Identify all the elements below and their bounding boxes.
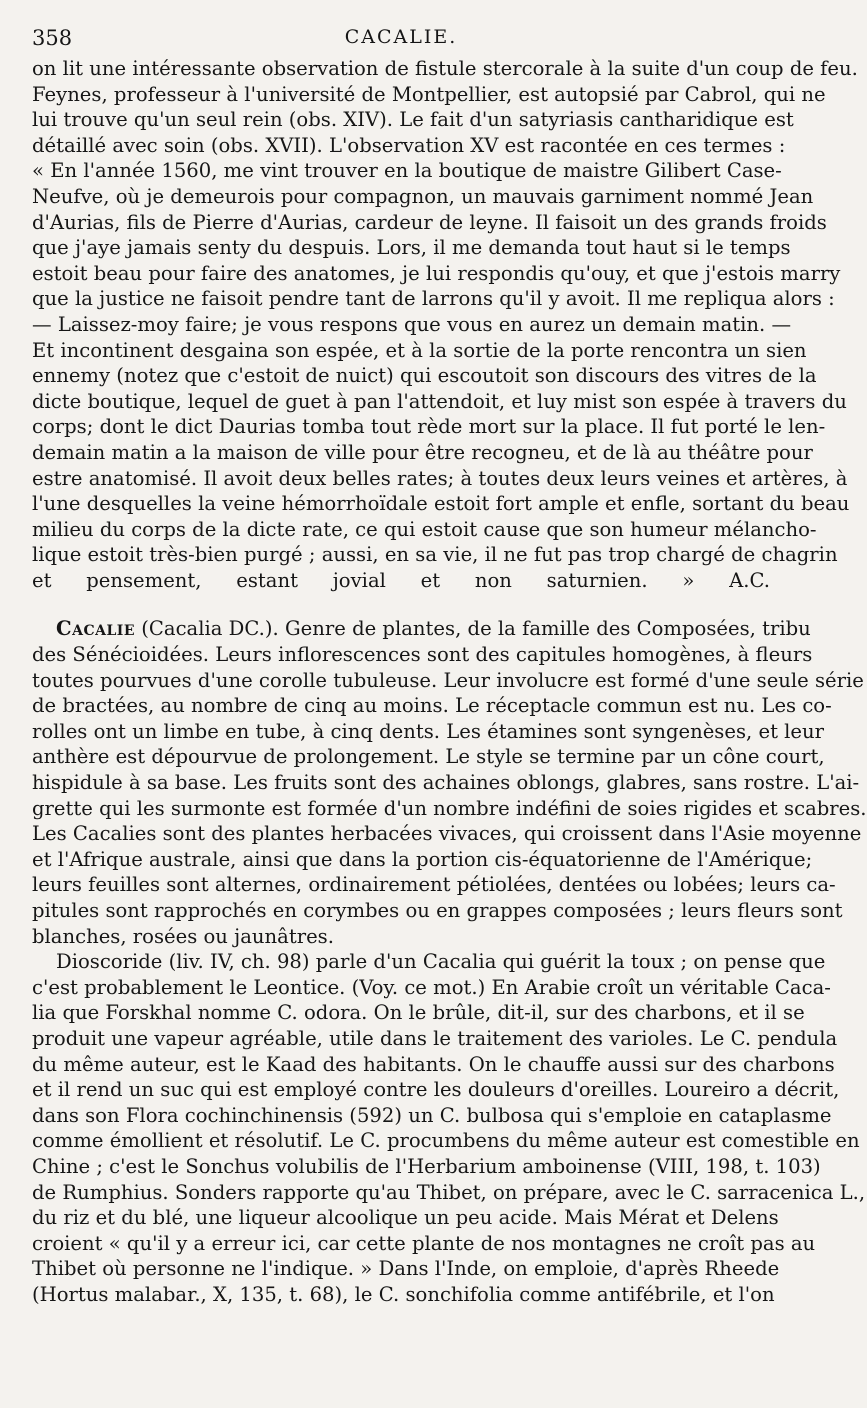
section-divider: [32, 593, 770, 616]
text-line: estre anatomisé. Il avoit deux belles rates; à toutes deux leurs veines et artères, à: [32, 466, 848, 490]
text-line: détaillé avec soin (obs. XVII). L'observation XV est racontée en ces termes :: [32, 133, 786, 157]
text-line: d'Aurias, fils de Pierre d'Aurias, cardeur de leyne. Il faisoit un des grands froids: [32, 210, 827, 234]
text-line: on lit une intéressante observation de fistule stercorale à la suite d'un coup de feu.: [32, 57, 858, 80]
text-line: Feynes, professeur à l'université de Montpellier, est autopsié par Cabrol, qui ne: [32, 82, 826, 106]
headword: Cacalie: [56, 617, 136, 641]
text-line: anthère est dépourvue de prolongement. Le style se termine par un cône court,: [32, 745, 825, 769]
observation-passage: [32, 56, 858, 568]
text-line: leurs feuilles sont alternes, ordinairement pétiolées, dentées ou lobées; leurs ca-: [32, 873, 836, 897]
text-line: (Hortus malabar., X, 135, t. 68), le C. sonchifolia comme antifébrile, et l'on: [32, 1282, 775, 1306]
text-line: des Sénécioidées. Leurs inflorescences sont des capitules homogènes, à fleurs: [32, 643, 813, 667]
text-line: dans son Flora cochinchinensis (592) un C. bulbosa qui s'emploie en cataplasme: [32, 1103, 832, 1127]
text-line: demain matin a la maison de ville pour être recogneu, et de là au théâtre pour: [32, 440, 813, 464]
text-line: lia que Forskhal nomme C. odora. On le brûle, dit-il, sur des charbons, et il se: [32, 1001, 805, 1025]
text-line: et il rend un suc qui est employé contre les douleurs d'oreilles. Loureiro a décrit,: [32, 1078, 840, 1102]
text-line: lique estoit très-bien purgé ; aussi, en sa vie, il ne fut pas trop chargé de chagrin: [32, 543, 838, 567]
text-line: Chine ; c'est le Sonchus volubilis de l'Herbarium amboinense (VIII, 198, t. 103): [32, 1154, 821, 1178]
text-line: du riz et du blé, une liqueur alcoolique un peu acide. Mais Mérat et Delens: [32, 1206, 779, 1230]
article-description-end: blanches, rosées ou jaunâtres.: [32, 924, 334, 948]
text-line: l'une desquelles la veine hémorrhoïdale estoit fort ample et enfle, sortant du beau: [32, 492, 850, 516]
page-header: [32, 22, 770, 56]
text-line: que j'aye jamais senty du despuis. Lors, il me demanda tout haut si le temps: [32, 236, 791, 260]
text-line: lui trouve qu'un seul rein (obs. XIV). Le fait d'un satyriasis cantharidique est: [32, 108, 794, 132]
article-first-line: [32, 616, 811, 642]
text-line: corps; dont le dict Daurias tomba tout rède mort sur la place. Il fut porté le len-: [32, 415, 826, 439]
author-signature: A.C.: [729, 568, 770, 592]
text-line: Neufve, où je demeurois pour compagnon, un mauvais garniment nommé Jean: [32, 184, 814, 208]
text-line: « En l'année 1560, me vint trouver en la boutique de maistre Gilibert Case-: [32, 159, 782, 183]
text-line: de bractées, au nombre de cinq au moins. Le réceptacle commun est nu. Les co-: [32, 694, 832, 718]
text-line: comme émollient et résolutif. Le C. procumbens du même auteur est comestible en: [32, 1129, 860, 1153]
headword-definition: (Cacalia DC.). Genre de plantes, de la famille des Composées, tribu: [141, 617, 811, 641]
uses-paragraph: [32, 949, 866, 1307]
text-line: croient « qu'il y a erreur ici, car cette plante de nos montagnes ne croît pas au: [32, 1231, 816, 1255]
text-line: milieu du corps de la dicte rate, ce qui estoit cause que son humeur mélancho-: [32, 517, 817, 541]
text-line: rolles ont un limbe en tube, à cinq dents. Les étamines sont syngenèses, et leur: [32, 719, 825, 743]
text-line: produit une vapeur agréable, utile dans le traitement des varioles. Le C. pendula: [32, 1026, 838, 1050]
text-line: dicte boutique, lequel de guet à pan l'attendoit, et luy mist son espée à travers du: [32, 389, 847, 413]
article-description: [32, 642, 867, 924]
text-line: pitules sont rapprochés en corymbes ou en grappes composées ; leurs fleurs sont: [32, 899, 843, 922]
text-line: Et incontinent desgaina son espée, et à la sortie de la porte rencontra un sien: [32, 338, 807, 362]
text-line: ennemy (notez que c'estoit de nuict) qui escoutoit son discours des vitres de la: [32, 364, 817, 388]
running-title: CACALIE.: [344, 26, 458, 48]
text-line: Thibet où personne ne l'indique. » Dans l'Inde, on emploie, d'après Rheede: [32, 1257, 780, 1281]
text-line: Les Cacalies sont des plantes herbacées vivaces, qui croissent dans l'Asie moyenne: [32, 822, 862, 846]
text-line: et l'Afrique australe, ainsi que dans la portion cis-équatorienne de l'Amérique;: [32, 847, 813, 871]
cacalie-article: [32, 616, 867, 949]
text-line: Dioscoride (liv. IV, ch. 98) parle d'un Cacalia qui guérit la toux ; on pense que: [56, 950, 826, 974]
text-line: c'est probablement le Leontice. (Voy. ce mot.) En Arabie croît un véritable Caca-: [32, 975, 831, 999]
page-number: 358: [32, 26, 73, 50]
text-line: hispidule à sa base. Les fruits sont des achaines oblongs, glabres, sans rostre. L'ai-: [32, 771, 860, 795]
text-line: que la justice ne faisoit pendre tant de larrons qu'il y avoit. Il me repliqua alors :: [32, 287, 835, 311]
text-line: toutes pourvues d'une corolle tubuleuse. Leur involucre est formé d'une seule série: [32, 668, 864, 692]
text-line: du même auteur, est le Kaad des habitants. On le chauffe aussi sur des charbons: [32, 1052, 835, 1076]
passage-closing-text: et pensement, estant jovial et non saturnien. »: [32, 568, 695, 592]
passage-last-line: [32, 568, 770, 594]
text-line: de Rumphius. Sonders rapporte qu'au Thibet, on prépare, avec le C. sarracenica L.,: [32, 1180, 866, 1204]
text-line: estoit beau pour faire des anatomes, je lui respondis qu'ouy, et que j'estois marry: [32, 261, 841, 285]
text-line: grette qui les surmonte est formée d'un nombre indéfini de soies rigides et scabres.: [32, 796, 867, 820]
body-text: [32, 56, 867, 1308]
text-line: — Laissez-moy faire; je vous respons que vous en aurez un demain matin. —: [32, 312, 792, 336]
